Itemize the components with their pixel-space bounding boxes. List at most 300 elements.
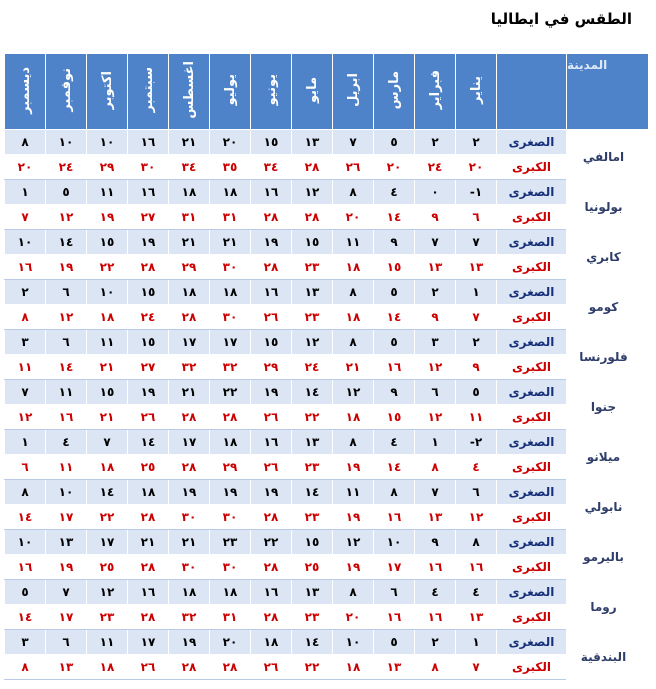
table-row-min: [5, 380, 649, 405]
month-label: فبراير: [427, 70, 443, 110]
max-temp-cell: ١٧: [46, 505, 87, 530]
min-temp-cell: ٩: [374, 230, 415, 255]
min-label: الصغرى: [497, 180, 567, 205]
city-name: روما: [567, 580, 649, 630]
min-temp-cell: ٦: [46, 330, 87, 355]
max-temp-cell: ٣٠: [169, 555, 210, 580]
max-label: الكبرى: [497, 255, 567, 280]
month-label: مايو: [304, 77, 320, 103]
max-temp-cell: ١٦: [46, 405, 87, 430]
min-temp-cell: ٨: [333, 430, 374, 455]
max-label: الكبرى: [497, 655, 567, 680]
max-temp-cell: ١٤: [374, 205, 415, 230]
min-temp-cell: ٢: [415, 630, 456, 655]
max-temp-cell: ٢٣: [87, 605, 128, 630]
max-temp-cell: ٢٨: [128, 505, 169, 530]
max-temp-cell: ٨: [5, 655, 46, 680]
min-temp-cell: ١٢: [87, 580, 128, 605]
min-temp-cell: ٧: [415, 230, 456, 255]
min-temp-cell: ١٠: [46, 480, 87, 505]
min-temp-cell: ١٦: [251, 430, 292, 455]
min-temp-cell: ٢١: [169, 530, 210, 555]
max-temp-cell: ٧: [5, 205, 46, 230]
min-temp-cell: ٧: [87, 430, 128, 455]
max-temp-cell: ١٣: [374, 655, 415, 680]
min-temp-cell: ١٠: [46, 130, 87, 155]
max-temp-cell: ١٩: [333, 455, 374, 480]
month-label: يوليو: [222, 74, 238, 106]
month-label: اكتوبر: [99, 70, 115, 110]
max-label: الكبرى: [497, 605, 567, 630]
max-temp-cell: ١٦: [415, 605, 456, 630]
max-temp-cell: ٦: [456, 205, 497, 230]
max-temp-cell: ٢٨: [128, 555, 169, 580]
min-temp-cell: ٢: [456, 330, 497, 355]
min-temp-cell: ٨: [333, 330, 374, 355]
max-temp-cell: ٢٩: [210, 455, 251, 480]
table-row-min: [5, 630, 649, 655]
table-row-min: [5, 180, 649, 205]
min-temp-cell: ١٤: [292, 380, 333, 405]
max-temp-cell: ٣٠: [210, 255, 251, 280]
max-temp-cell: ٣٠: [128, 155, 169, 180]
min-temp-cell: ١٠: [87, 130, 128, 155]
table-row-min: [5, 280, 649, 305]
max-temp-cell: ٢٤: [46, 155, 87, 180]
max-temp-cell: ٢٨: [128, 255, 169, 280]
max-temp-cell: ١٨: [87, 305, 128, 330]
max-temp-cell: ١٩: [87, 205, 128, 230]
max-temp-cell: ١٩: [333, 555, 374, 580]
month-header-sep: [128, 54, 169, 130]
page-title: الطقس في ايطاليا: [490, 10, 632, 28]
max-label: الكبرى: [497, 555, 567, 580]
min-temp-cell: ٣: [415, 330, 456, 355]
max-temp-cell: ١٥: [374, 405, 415, 430]
min-temp-cell: ٤: [415, 580, 456, 605]
min-temp-cell: ٥: [374, 630, 415, 655]
max-temp-cell: ٢٨: [169, 455, 210, 480]
max-temp-cell: ٣٠: [210, 505, 251, 530]
max-temp-cell: ٢١: [87, 405, 128, 430]
max-temp-cell: ٢٩: [251, 355, 292, 380]
min-temp-cell: ١٩: [251, 230, 292, 255]
max-temp-cell: ٢٣: [292, 305, 333, 330]
min-temp-cell: ٥: [374, 330, 415, 355]
min-label: الصغرى: [497, 630, 567, 655]
min-temp-cell: ١٦: [128, 130, 169, 155]
min-temp-cell: ١٨: [251, 630, 292, 655]
max-temp-cell: ١٧: [46, 605, 87, 630]
max-label: الكبرى: [497, 155, 567, 180]
max-temp-cell: ٣٠: [210, 305, 251, 330]
max-temp-cell: ٢٨: [210, 405, 251, 430]
max-temp-cell: ٢٤: [292, 355, 333, 380]
min-temp-cell: ١٧: [87, 530, 128, 555]
min-temp-cell: ١١: [333, 230, 374, 255]
max-temp-cell: ٢٩: [87, 155, 128, 180]
min-temp-cell: ١٥: [128, 280, 169, 305]
min-temp-cell: ٢: [415, 130, 456, 155]
min-temp-cell: ٥: [46, 180, 87, 205]
min-temp-cell: ١٤: [292, 480, 333, 505]
max-temp-cell: ١٨: [333, 255, 374, 280]
table-row-max: [5, 505, 649, 530]
max-temp-cell: ١٢: [415, 355, 456, 380]
max-temp-cell: ١٦: [5, 255, 46, 280]
month-label: يناير: [468, 75, 484, 105]
min-temp-cell: ٥: [5, 580, 46, 605]
min-temp-cell: ١٠: [5, 230, 46, 255]
max-temp-cell: ١٦: [415, 555, 456, 580]
max-temp-cell: ١٦: [456, 555, 497, 580]
table-row-min: [5, 330, 649, 355]
month-label: نوفمبر: [58, 68, 74, 112]
min-label: الصغرى: [497, 430, 567, 455]
min-temp-cell: ٨: [333, 180, 374, 205]
month-label: ديسمبر: [17, 66, 33, 114]
max-temp-cell: ١٨: [333, 655, 374, 680]
min-temp-cell: ٠: [415, 180, 456, 205]
max-temp-cell: ٨: [415, 655, 456, 680]
min-temp-cell: ١٤: [46, 230, 87, 255]
min-temp-cell: ١٤: [292, 630, 333, 655]
min-temp-cell: ١٦: [251, 280, 292, 305]
max-temp-cell: ١٢: [415, 405, 456, 430]
max-temp-cell: ١٢: [5, 405, 46, 430]
min-temp-cell: ١٩: [128, 230, 169, 255]
max-temp-cell: ١٥: [374, 255, 415, 280]
max-temp-cell: ٣٢: [169, 355, 210, 380]
min-temp-cell: ١٩: [210, 480, 251, 505]
month-header-jun: [251, 54, 292, 130]
min-temp-cell: ١٧: [169, 330, 210, 355]
min-temp-cell: ٢١: [210, 230, 251, 255]
min-temp-cell: ٥: [456, 380, 497, 405]
min-temp-cell: ١١: [87, 180, 128, 205]
max-temp-cell: ٢٦: [128, 405, 169, 430]
table-row-max: [5, 455, 649, 480]
month-header-apr: [333, 54, 374, 130]
month-label: مارس: [386, 70, 402, 110]
min-temp-cell: ١٥: [251, 330, 292, 355]
min-temp-cell: ١٢: [292, 180, 333, 205]
max-temp-cell: ٧: [456, 305, 497, 330]
min-temp-cell: ١١: [87, 630, 128, 655]
max-temp-cell: ١٧: [374, 555, 415, 580]
min-temp-cell: ١٠: [5, 530, 46, 555]
max-temp-cell: ١٨: [87, 655, 128, 680]
min-temp-cell: ١٨: [210, 580, 251, 605]
month-header-may: [292, 54, 333, 130]
min-temp-cell: ١٩: [128, 380, 169, 405]
min-temp-cell: ٤: [46, 430, 87, 455]
min-temp-cell: ١٩: [169, 480, 210, 505]
max-temp-cell: ٧: [456, 655, 497, 680]
min-temp-cell: ٦: [374, 580, 415, 605]
table-row-min: [5, 480, 649, 505]
min-temp-cell: ١٦: [251, 180, 292, 205]
max-label: الكبرى: [497, 455, 567, 480]
min-temp-cell: ٥: [374, 130, 415, 155]
max-temp-cell: ٣١: [210, 205, 251, 230]
max-temp-cell: ٢٦: [128, 655, 169, 680]
min-temp-cell: ٣: [5, 630, 46, 655]
max-temp-cell: ١٤: [46, 355, 87, 380]
max-temp-cell: ٢٩: [169, 255, 210, 280]
city-name: بولونيا: [567, 180, 649, 230]
max-temp-cell: ٢٦: [251, 655, 292, 680]
min-temp-cell: ٥: [374, 280, 415, 305]
min-temp-cell: ١: [5, 180, 46, 205]
max-temp-cell: ١٣: [415, 255, 456, 280]
max-temp-cell: ١١: [5, 355, 46, 380]
min-temp-cell: ١: [415, 430, 456, 455]
min-temp-cell: ٨: [333, 580, 374, 605]
table-row-min: [5, 430, 649, 455]
min-label: الصغرى: [497, 130, 567, 155]
max-temp-cell: ١٣: [46, 655, 87, 680]
max-temp-cell: ٢٨: [169, 655, 210, 680]
max-temp-cell: ٢١: [333, 355, 374, 380]
max-temp-cell: ١٣: [456, 605, 497, 630]
min-temp-cell: ١: [456, 280, 497, 305]
max-temp-cell: ٢٦: [251, 455, 292, 480]
max-temp-cell: ١٦: [374, 355, 415, 380]
min-temp-cell: ١١: [87, 330, 128, 355]
min-temp-cell: ٧: [415, 480, 456, 505]
min-temp-cell: ٢: [5, 280, 46, 305]
max-label: الكبرى: [497, 505, 567, 530]
header-row: [5, 54, 649, 130]
month-header-feb: [415, 54, 456, 130]
max-temp-cell: ٩: [415, 305, 456, 330]
min-temp-cell: ٣: [5, 330, 46, 355]
min-temp-cell: ١٣: [292, 280, 333, 305]
max-temp-cell: ٢٠: [333, 205, 374, 230]
month-label: اغسطس: [181, 61, 197, 119]
min-temp-cell: ١٩: [251, 480, 292, 505]
min-temp-cell: ١٧: [169, 430, 210, 455]
min-temp-cell: ٢-: [456, 430, 497, 455]
max-temp-cell: ٢٧: [128, 205, 169, 230]
min-temp-cell: ٦: [456, 480, 497, 505]
max-temp-cell: ١٢: [46, 205, 87, 230]
max-temp-cell: ٩: [415, 205, 456, 230]
min-temp-cell: ٢٠: [210, 630, 251, 655]
min-temp-cell: ٢٠: [210, 130, 251, 155]
min-temp-cell: ١٣: [292, 130, 333, 155]
max-temp-cell: ٨: [415, 455, 456, 480]
city-column-header: المدينة: [567, 54, 649, 130]
min-temp-cell: ١٨: [210, 280, 251, 305]
max-temp-cell: ١٨: [333, 305, 374, 330]
month-header-oct: [87, 54, 128, 130]
min-temp-cell: ٩: [415, 530, 456, 555]
max-temp-cell: ١٤: [5, 505, 46, 530]
min-temp-cell: ٨: [5, 130, 46, 155]
min-temp-cell: ٢١: [128, 530, 169, 555]
min-temp-cell: ١٥: [292, 530, 333, 555]
min-temp-cell: ٨: [374, 480, 415, 505]
min-temp-cell: ٧: [333, 130, 374, 155]
max-temp-cell: ٢٠: [456, 155, 497, 180]
min-temp-cell: ١٦: [128, 180, 169, 205]
table-row-min: [5, 230, 649, 255]
min-temp-cell: ١٣: [46, 530, 87, 555]
min-temp-cell: ١٩: [251, 380, 292, 405]
city-name: نابولي: [567, 480, 649, 530]
max-temp-cell: ٢٨: [251, 555, 292, 580]
max-temp-cell: ٢٨: [292, 155, 333, 180]
max-temp-cell: ١٤: [5, 605, 46, 630]
max-temp-cell: ٢٨: [210, 655, 251, 680]
max-temp-cell: ٢٢: [292, 405, 333, 430]
min-label: الصغرى: [497, 330, 567, 355]
city-name: باليرمو: [567, 530, 649, 580]
min-temp-cell: ١٥: [87, 230, 128, 255]
max-temp-cell: ٢٧: [128, 355, 169, 380]
max-temp-cell: ٤: [456, 455, 497, 480]
city-name: ميلانو: [567, 430, 649, 480]
min-temp-cell: ١٠: [87, 280, 128, 305]
max-temp-cell: ١١: [46, 455, 87, 480]
min-temp-cell: ٢١: [169, 130, 210, 155]
max-label: الكبرى: [497, 355, 567, 380]
min-temp-cell: ١٤: [87, 480, 128, 505]
max-label: الكبرى: [497, 205, 567, 230]
min-temp-cell: ٤: [456, 580, 497, 605]
min-temp-cell: ٢٢: [210, 380, 251, 405]
min-temp-cell: ١٨: [210, 430, 251, 455]
max-temp-cell: ١٦: [5, 555, 46, 580]
table-row-max: [5, 405, 649, 430]
max-temp-cell: ٢٥: [128, 455, 169, 480]
table-row-max: [5, 355, 649, 380]
max-temp-cell: ١٦: [374, 605, 415, 630]
max-temp-cell: ١٦: [374, 505, 415, 530]
city-name: امالفي: [567, 130, 649, 180]
max-temp-cell: ٢٦: [333, 155, 374, 180]
table-row-min: [5, 130, 649, 155]
min-temp-cell: ١١: [333, 480, 374, 505]
month-header-mar: [374, 54, 415, 130]
min-temp-cell: ٧: [456, 230, 497, 255]
max-temp-cell: ٢٢: [292, 655, 333, 680]
month-label: ابريل: [345, 73, 361, 107]
max-temp-cell: ٢٤: [415, 155, 456, 180]
min-temp-cell: ٦: [46, 280, 87, 305]
month-header-dec: [5, 54, 46, 130]
max-temp-cell: ٢٥: [292, 555, 333, 580]
month-header-jan: [456, 54, 497, 130]
max-temp-cell: ٢٨: [251, 605, 292, 630]
max-temp-cell: ٣٥: [210, 155, 251, 180]
max-temp-cell: ٢٠: [5, 155, 46, 180]
table-row-min: [5, 580, 649, 605]
city-name: جنوا: [567, 380, 649, 430]
month-label: يونيو: [263, 74, 279, 106]
min-label: الصغرى: [497, 580, 567, 605]
month-header-aug: [169, 54, 210, 130]
min-temp-cell: ١٧: [210, 330, 251, 355]
min-temp-cell: ٢١: [169, 380, 210, 405]
min-temp-cell: ٢٢: [251, 530, 292, 555]
max-temp-cell: ٢٨: [251, 205, 292, 230]
max-temp-cell: ٢٨: [251, 255, 292, 280]
min-label: الصغرى: [497, 230, 567, 255]
max-temp-cell: ٢٣: [292, 605, 333, 630]
min-temp-cell: ٦: [415, 380, 456, 405]
max-temp-cell: ١٣: [415, 505, 456, 530]
max-temp-cell: ٣٢: [210, 355, 251, 380]
city-name: كومو: [567, 280, 649, 330]
min-temp-cell: ١: [5, 430, 46, 455]
min-temp-cell: ٧: [5, 380, 46, 405]
max-temp-cell: ٦: [5, 455, 46, 480]
min-temp-cell: ١٣: [292, 580, 333, 605]
max-temp-cell: ٣١: [210, 605, 251, 630]
min-temp-cell: ١٣: [292, 430, 333, 455]
max-temp-cell: ٣٢: [169, 605, 210, 630]
max-temp-cell: ٢٠: [333, 605, 374, 630]
max-temp-cell: ٢٨: [169, 405, 210, 430]
min-temp-cell: ١٩: [169, 630, 210, 655]
min-temp-cell: ١٠: [333, 630, 374, 655]
min-label: الصغرى: [497, 280, 567, 305]
month-header-nov: [46, 54, 87, 130]
max-temp-cell: ٢٣: [292, 455, 333, 480]
table-row-max: [5, 155, 649, 180]
table-row-min: [5, 530, 649, 555]
max-temp-cell: ٢٦: [251, 405, 292, 430]
max-temp-cell: ٩: [456, 355, 497, 380]
max-label: الكبرى: [497, 305, 567, 330]
max-temp-cell: ٣٠: [169, 505, 210, 530]
min-temp-cell: ١٢: [292, 330, 333, 355]
min-temp-cell: ١٨: [169, 280, 210, 305]
min-temp-cell: ١٨: [210, 180, 251, 205]
table-row-max: [5, 555, 649, 580]
max-label: الكبرى: [497, 405, 567, 430]
table-row-max: [5, 305, 649, 330]
max-temp-cell: ١٨: [333, 405, 374, 430]
min-temp-cell: ١: [456, 630, 497, 655]
max-temp-cell: ٣٤: [251, 155, 292, 180]
min-temp-cell: ١٢: [333, 530, 374, 555]
max-temp-cell: ١٣: [456, 255, 497, 280]
min-label: الصغرى: [497, 530, 567, 555]
min-temp-cell: ١٨: [169, 580, 210, 605]
min-temp-cell: ١٦: [128, 580, 169, 605]
max-temp-cell: ١٤: [374, 305, 415, 330]
min-temp-cell: ٦: [46, 630, 87, 655]
max-temp-cell: ٨: [5, 305, 46, 330]
weather-table: [4, 53, 649, 680]
min-temp-cell: ١٠: [374, 530, 415, 555]
min-temp-cell: ١٢: [333, 380, 374, 405]
table-row-max: [5, 605, 649, 630]
min-temp-cell: ١٧: [128, 630, 169, 655]
min-temp-cell: ٢: [415, 280, 456, 305]
max-temp-cell: ٢٠: [374, 155, 415, 180]
city-name: البندقية: [567, 630, 649, 680]
max-temp-cell: ٢٨: [292, 205, 333, 230]
min-temp-cell: ٨: [333, 280, 374, 305]
table-row-max: [5, 655, 649, 680]
max-temp-cell: ٣١: [169, 205, 210, 230]
max-temp-cell: ٢٨: [169, 305, 210, 330]
